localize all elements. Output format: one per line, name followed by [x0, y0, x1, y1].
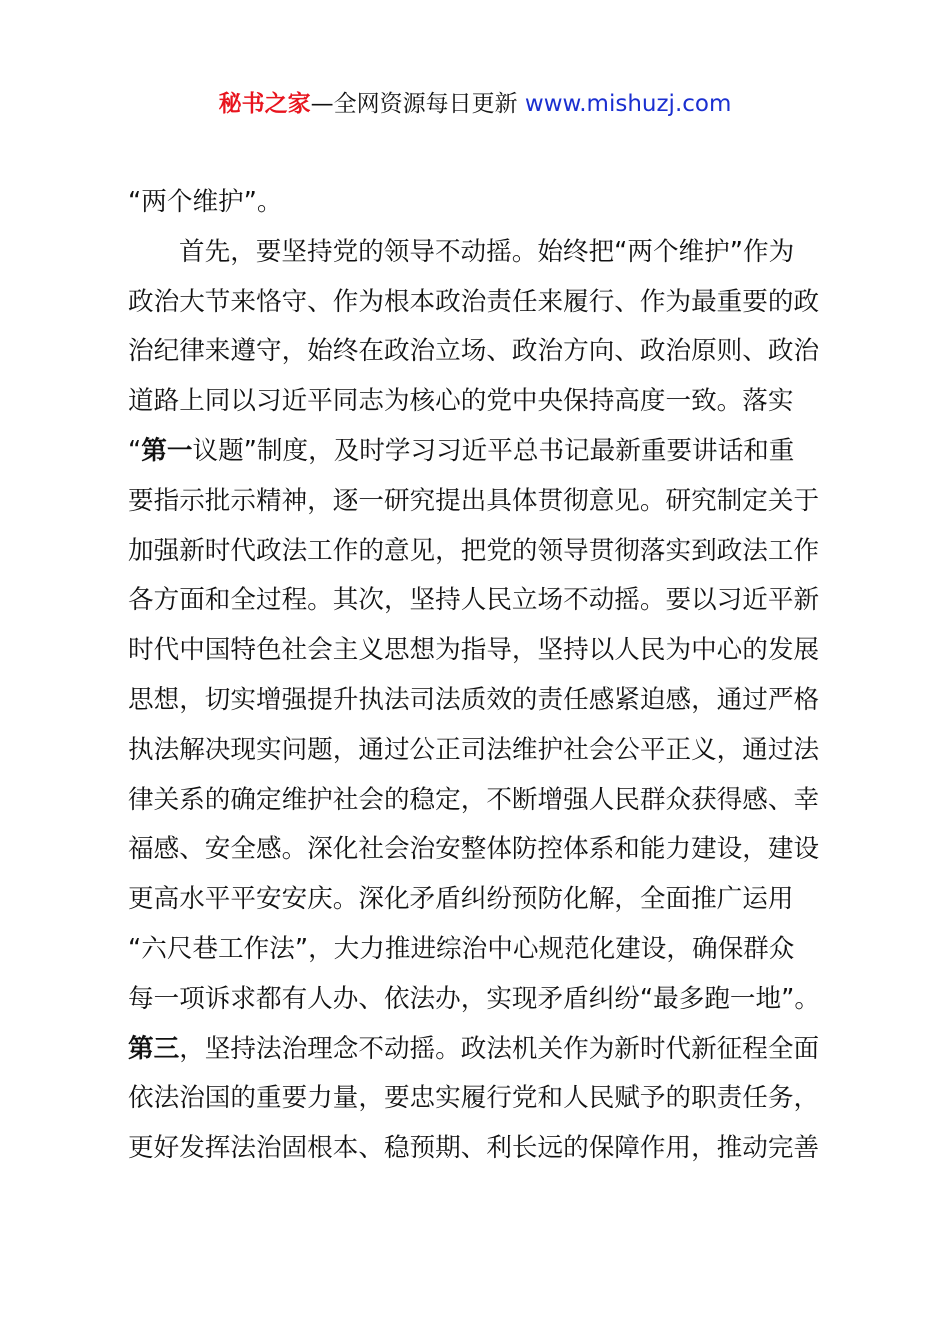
brand-name: 秘书之家 — [218, 91, 311, 117]
text-line: 思想，切实增强提升执法司法质效的责任感紧迫感，通过严格 — [128, 684, 820, 715]
bold-phrase: 第一 — [141, 435, 193, 466]
text-line — [128, 427, 848, 477]
text-line: 每一项诉求都有人办、依法办，实现矛盾纠纷“最多跑一地”。 — [128, 983, 820, 1014]
text-segment: 议题”制度，及时学习习近平总书记最新重要讲话和重 — [192, 435, 795, 466]
site-url-link[interactable]: www.mishuzj.com — [524, 91, 732, 117]
text-line — [128, 1025, 848, 1075]
text-line: 加强新时代政法工作的意见，把党的领导贯彻落实到政法工作 — [128, 535, 820, 566]
text-line: 依法治国的重要力量，要忠实履行党和人民赋予的职责任务， — [128, 1083, 820, 1114]
text-line: “两个维护”。 — [128, 187, 283, 217]
text-segment: ，坚持法治理念不动摇。政法机关作为新时代新征程全面 — [179, 1033, 820, 1064]
text-line: 更高水平平安安庆。深化矛盾纠纷预防化解，全面推广运用 — [128, 884, 794, 915]
text-line: 要指示批示精神，逐一研究提出具体贯彻意见。研究制定关于 — [128, 485, 820, 516]
text-line: 各方面和全过程。其次，坚持人民立场不动摇。要以习近平新 — [128, 585, 820, 616]
text-line: 政治大节来恪守、作为根本政治责任来履行、作为最重要的政 — [128, 286, 820, 317]
text-line: 律关系的确定维护社会的稳定，不断增强人民群众获得感、幸 — [128, 784, 820, 815]
text-line: 执法解决现实问题，通过公正司法维护社会公平正义，通过法 — [128, 734, 820, 765]
text-line: 道路上同以习近平同志为核心的党中央保持高度一致。落实 — [128, 386, 794, 417]
site-header — [0, 88, 950, 120]
text-line: 治纪律来遵守，始终在政治立场、政治方向、政治原则、政治 — [128, 336, 820, 367]
text-line: 首先，要坚持党的领导不动摇。始终把“两个维护”作为 — [179, 236, 795, 267]
quote-mark: “ — [128, 435, 142, 466]
text-line: “六尺巷工作法”，大力推进综治中心规范化建设，确保群众 — [128, 933, 795, 964]
text-line: 福感、安全感。深化社会治安整体防控体系和能力建设，建设 — [128, 834, 820, 865]
text-line: 更好发挥法治固根本、稳预期、利长远的保障作用，推动完善 — [128, 1133, 820, 1164]
text-line: 时代中国特色社会主义思想为指导，坚持以人民为中心的发展 — [128, 635, 820, 666]
header-tagline: —全网资源每日更新 — [310, 91, 525, 117]
document-body — [128, 178, 848, 1174]
bold-phrase: 第三 — [128, 1033, 180, 1064]
